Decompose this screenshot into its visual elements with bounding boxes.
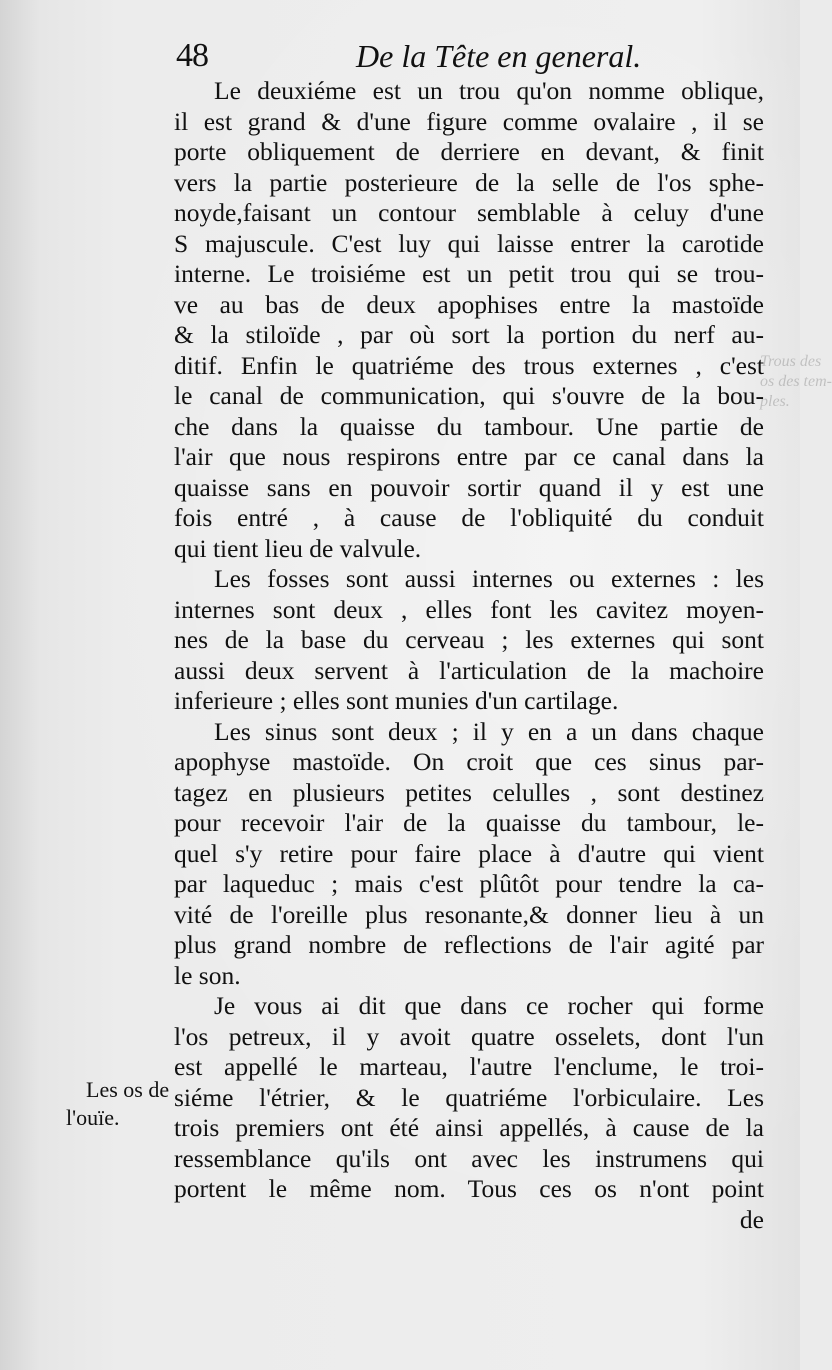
text-line: l'air que nous respirons entre par ce canal dans la: [174, 442, 764, 471]
page-number: 48: [176, 37, 208, 74]
text-line: plus grand nombre de reflections de l'air agité par: [174, 930, 764, 959]
text-line: aussi deux servent à l'articulation de la machoire: [174, 655, 764, 685]
text-line: le canal de communication, qui s'ouvre de la bou-: [174, 381, 764, 410]
text-line: che dans la quaisse du tambour. Une partie de: [174, 411, 764, 441]
text-line: apophyse mastoïde. On croit que ces sinus par-: [174, 747, 764, 776]
text-line: vers la partie posterieure de la selle de l'os sphe-: [174, 167, 764, 197]
text-line: Le deuxiéme est un trou qu'on nomme oblique,: [214, 76, 764, 105]
bleed-through-line: os des tem-: [760, 373, 832, 390]
text-line: fois entré , à cause de l'obliquité du conduit: [174, 503, 764, 532]
bleed-through-line: ples.: [760, 393, 790, 410]
body-text: [174, 76, 764, 1235]
page-header: [176, 36, 766, 76]
text-line: est appellé le marteau, l'autre l'enclume, le troi-: [174, 1052, 764, 1081]
running-head: De la Tête en general.: [356, 38, 642, 74]
text-line: pour recevoir l'air de la quaisse du tambour, le-: [174, 808, 764, 837]
text-line: quaisse sans en pouvoir sortir quand il y est une: [174, 472, 764, 502]
text-line: par laqueduc ; mais c'est plûtôt pour tendre la ca-: [174, 869, 764, 898]
text-line: ditif. Enfin le quatriéme des trous externes , c'est: [174, 350, 764, 380]
margin-note: [66, 1076, 186, 1132]
text-line: portent le même nom. Tous ces os n'ont point: [174, 1174, 764, 1203]
text-line: & la stiloïde , par où sort la portion du nerf au-: [174, 320, 764, 349]
text-line: inferieure ; elles sont munies d'un cartilage.: [174, 686, 619, 715]
text-line: il est grand & d'une figure comme ovalaire , il se: [174, 106, 764, 136]
text-line: le son.: [174, 960, 241, 990]
text-line: interne. Le troisiéme est un petit trou qui se trou-: [174, 259, 764, 288]
text-line: l'os petreux, il y avoit quatre osselets, dont l'un: [174, 1021, 764, 1051]
text-line: trois premiers ont été ainsi appellés, à cause de la: [174, 1113, 764, 1142]
text-line: Les sinus sont deux ; il y en a un dans chaque: [214, 716, 764, 746]
text-line: ve au bas de deux apophises entre la mastoïde: [174, 289, 764, 319]
text-line: porte obliquement de derriere en devant, & finit: [174, 137, 764, 166]
text-line: noyde,faisant un contour semblable à celuy d'une: [174, 198, 764, 227]
text-line: Les fosses sont aussi internes ou externes : les: [214, 564, 764, 593]
text-line: S majuscule. C'est luy qui laisse entrer la carotide: [174, 228, 764, 258]
text-line: ressemblance qu'ils ont avec les instrumens qui: [174, 1143, 764, 1173]
text-line: siéme l'étrier, & le quatriéme l'orbiculaire. Les: [174, 1082, 764, 1112]
margin-note-line: l'ouïe.: [66, 1105, 120, 1130]
text-line: internes sont deux , elles font les cavitez moyen-: [174, 594, 764, 624]
text-line: Je vous ai dit que dans ce rocher qui forme: [214, 991, 764, 1020]
text-line: de: [739, 1204, 764, 1234]
text-line: vité de l'oreille plus resonante,& donner lieu à un: [174, 899, 764, 929]
bleed-through-line: Trous des: [760, 353, 822, 370]
text-line: nes de la base du cerveau ; les externes qui sont: [174, 625, 764, 654]
bleed-through-text: [760, 352, 832, 412]
margin-note-line: Les os de: [86, 1077, 170, 1102]
text-line: qui tient lieu de valvule.: [174, 533, 422, 563]
text-line: tagez en plusieurs petites celulles , sont destinez: [174, 777, 764, 807]
text-line: quel s'y retire pour faire place à d'autre qui vient: [174, 838, 764, 868]
